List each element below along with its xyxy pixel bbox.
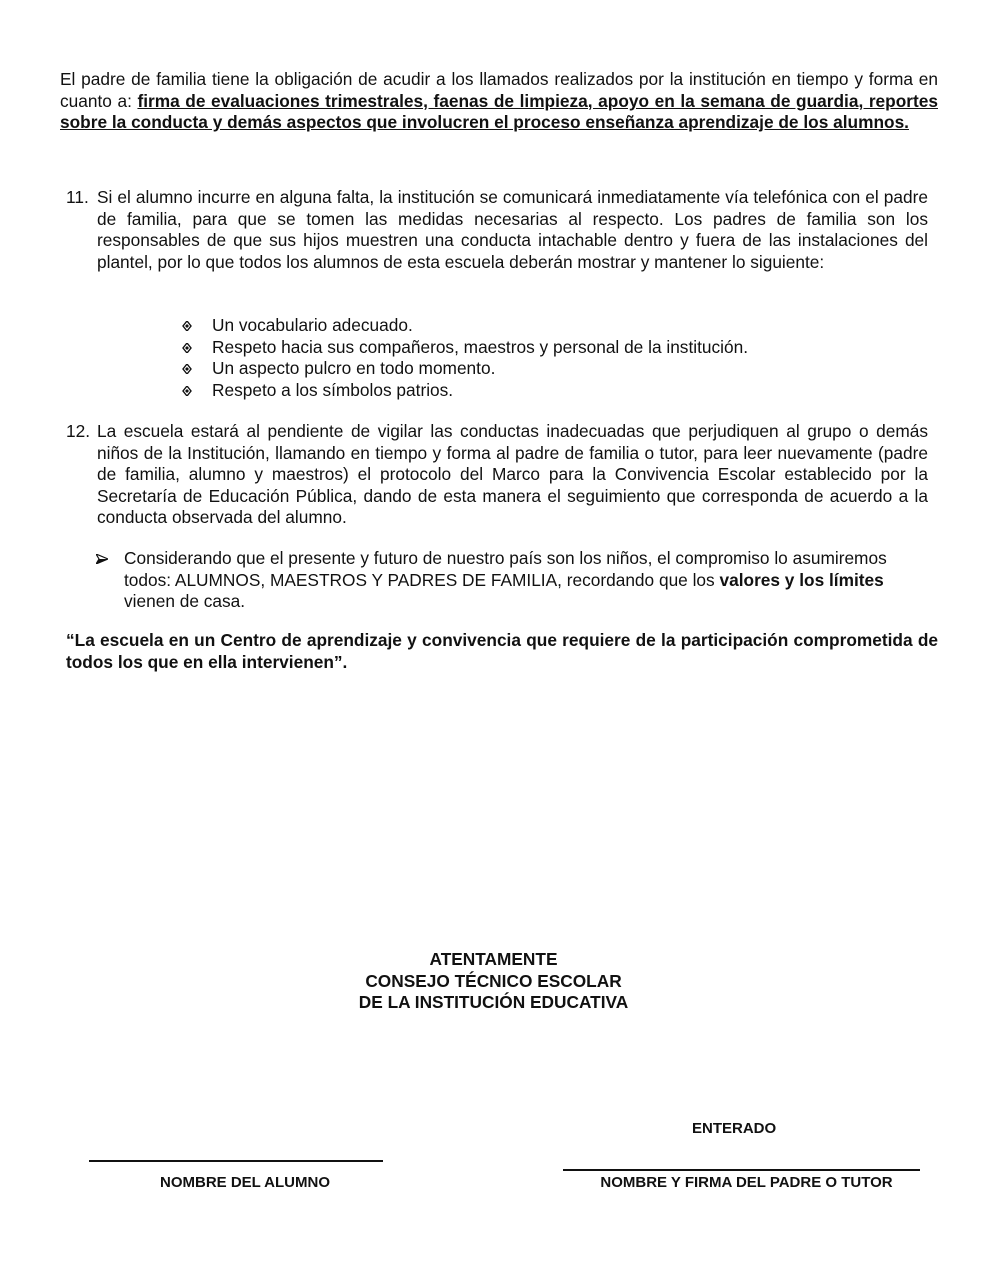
council-name: CONSEJO TÉCNICO ESCOLAR	[365, 970, 622, 991]
item-text: Si el alumno incurre en alguna falta, la institución se comunicará inmediatamente vía telefónica con el padre de familia, para que se tomen las medidas necesarias al respecto. Los padres de familia son los responsables de que sus hijos muestren una conducta intachable dentro y fuera de las instalaciones del plantel, por lo que todos los alumnos de esta escuela deberán mostrar y mantener lo siguiente:	[97, 187, 928, 272]
signature-block	[0, 949, 987, 1014]
institution-name: DE LA INSTITUCIÓN EDUCATIVA	[358, 992, 629, 1012]
sign-off: ATENTAMENTE	[429, 949, 558, 969]
item-number: 11.	[66, 187, 89, 207]
list-item-text: Un vocabulario adecuado.	[212, 315, 413, 335]
intro-emphasis: firma de evaluaciones trimestrales, faenas de limpieza, apoyo en la semana de guardia, reportes sobre la conducta y demás aspectos que involucren el proceso enseñanza aprendizaje de los alumnos.	[60, 90, 938, 133]
commitment-text-end: vienen de casa.	[124, 591, 246, 612]
commitment-text-start: Considerando que el presente y futuro de nuestro país son los niños, el compromiso lo asumiremos todos: ALUMNOS, MAESTROS Y PADRES DE FAMILIA, recordando que los	[124, 548, 887, 590]
diamond-bullet-icon	[182, 321, 192, 331]
list-item	[182, 380, 748, 402]
list-item-text: Respeto a los símbolos patrios.	[212, 379, 454, 400]
list-item	[182, 315, 748, 337]
list-item	[182, 337, 748, 359]
commitment-bullet	[96, 548, 906, 613]
acknowledged-label: ENTERADO	[692, 1120, 777, 1137]
conduct-list	[182, 315, 748, 401]
student-signature-line	[89, 1160, 383, 1162]
commitment-emphasis: valores y los límites	[719, 569, 884, 590]
numbered-item-12	[66, 421, 928, 529]
commitment-text	[124, 548, 906, 613]
item-text: La escuela estará al pendiente de vigilar las conductas inadecuadas que perjudiquen al grupo o demás niños de la Institución, llamando en tiempo y forma al padre de familia o tutor, para leer nuevamente (padre de familia, alumno y maestros) el protocolo del Marco para la Convivencia Escolar establecido por la Secretaría de Educación Pública, dando de esta manera el seguimiento que corresponda de acuerdo a la conducta observada del alumno.	[97, 421, 928, 528]
diamond-bullet-icon	[182, 364, 192, 374]
student-name-label: NOMBRE DEL ALUMNO	[160, 1174, 330, 1191]
item-number: 12.	[66, 421, 91, 441]
closing-quote: “La escuela en un Centro de aprendizaje y convivencia que requiere de la participación comprometida de todos los que en ella intervienen”.	[66, 630, 938, 672]
parent-signature-line	[563, 1169, 920, 1171]
arrowhead-bullet-icon	[96, 554, 108, 564]
list-item	[182, 358, 748, 380]
intro-paragraph	[60, 69, 938, 134]
list-item-text: Respeto hacia sus compañeros, maestros y personal de la institución.	[212, 336, 748, 357]
diamond-bullet-icon	[182, 343, 192, 353]
diamond-bullet-icon	[182, 386, 192, 396]
numbered-item-11	[66, 187, 928, 273]
parent-signature-label: NOMBRE Y FIRMA DEL PADRE O TUTOR	[600, 1174, 893, 1191]
intro-text: El padre de familia tiene la obligación de acudir a los llamados realizados por la institución en tiempo y forma en cuanto a:	[60, 69, 938, 111]
list-item-text: Un aspecto pulcro en todo momento.	[212, 358, 496, 379]
